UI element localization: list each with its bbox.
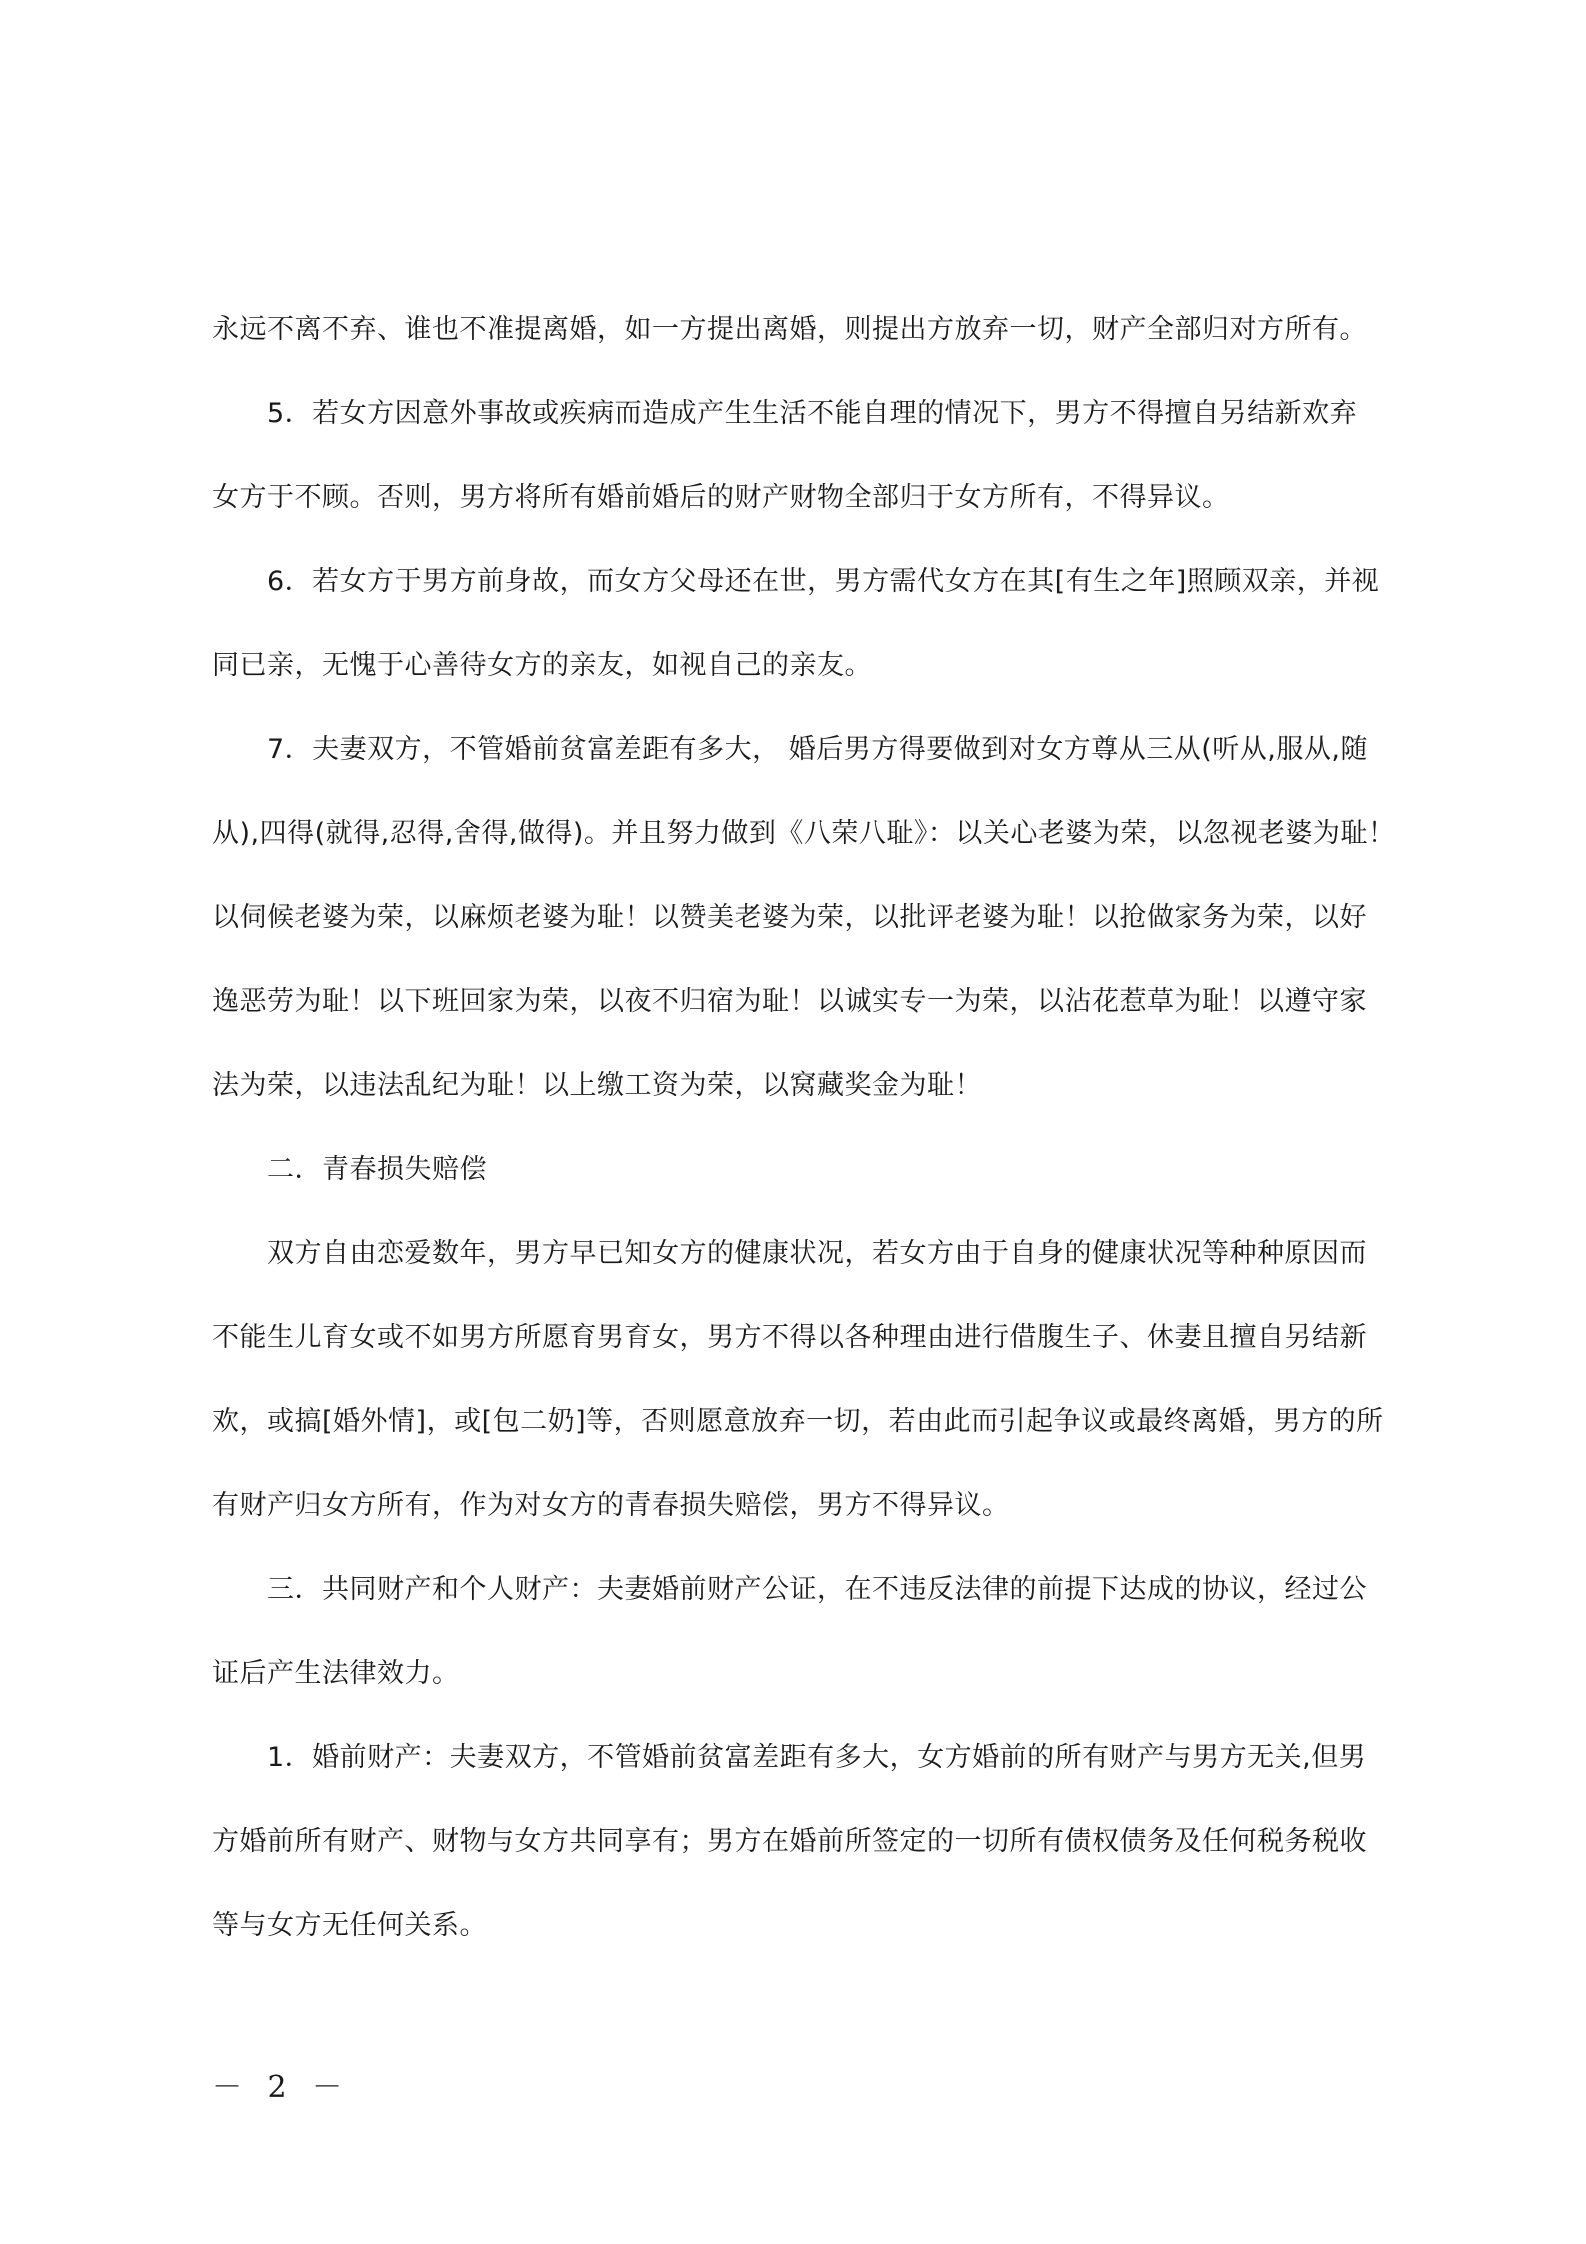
text-line: 欢，或搞[婚外情]，或[包二奶]等，否则愿意放弃一切，若由此而引起争议或最终离婚，男方的所 [212, 1406, 1384, 1437]
text-line: 以伺候老婆为荣，以麻烦老婆为耻！以赞美老婆为荣，以批评老婆为耻！以抢做家务为荣，以好 [212, 902, 1367, 933]
text-line: 女方于不顾。否则，男方将所有婚前婚后的财产财物全部归于女方所有，不得异议。 [212, 482, 1230, 513]
document-body [212, 288, 1396, 1968]
text-line: 同已亲，无愧于心善待女方的亲友，如视自己的亲友。 [212, 650, 872, 681]
text-line: 从),四得(就得,忍得,舍得,做得)。并且努力做到《八荣八耻》：以关心老婆为荣，以忽视老婆为耻！ [212, 818, 1396, 849]
text-line: 逸恶劳为耻！以下班回家为荣，以夜不归宿为耻！以诚实专一为荣，以沾花惹草为耻！以遵守家 [212, 986, 1367, 1017]
text-line: 6．若女方于男方前身故，而女方父母还在世，男方需代女方在其[有生之年]照顾双亲，并视 [267, 566, 1380, 597]
text-line: 方婚前所有财产、财物与女方共同享有；男方在婚前所签定的一切所有债权债务及任何税务税收 [212, 1826, 1367, 1857]
text-line: 双方自由恋爱数年，男方早已知女方的健康状况，若女方由于自身的健康状况等种种原因而 [267, 1238, 1367, 1269]
section-heading: 三．共同财产和个人财产：夫妻婚前财产公证，在不违反法律的前提下达成的协议，经过公 [267, 1574, 1367, 1605]
text-line: 5．若女方因意外事故或疾病而造成产生生活不能自理的情况下，男方不得擅自另结新欢弃 [267, 398, 1358, 429]
text-line: 法为荣，以违法乱纪为耻！以上缴工资为荣，以窝藏奖金为耻！ [212, 1070, 982, 1101]
text-line: 证后产生法律效力。 [212, 1658, 460, 1689]
text-line: 永远不离不弃、谁也不准提离婚，如一方提出离婚，则提出方放弃一切，财产全部归对方所有。 [212, 314, 1367, 345]
section-heading: 二．青春损失赔偿 [267, 1154, 487, 1185]
text-line: 有财产归女方所有，作为对女方的青春损失赔偿，男方不得异议。 [212, 1490, 1010, 1521]
text-line: 不能生儿育女或不如男方所愿育男育女，男方不得以各种理由进行借腹生子、休妻且擅自另结新 [212, 1322, 1367, 1353]
text-line: 1．婚前财产：夫妻双方，不管婚前贫富差距有多大，女方婚前的所有财产与男方无关,但男 [267, 1742, 1367, 1773]
page-number: － 2 － [212, 2070, 351, 2105]
text-line: 7．夫妻双方，不管婚前贫富差距有多大， 婚后男方得要做到对女方尊从三从(听从,服从,随 [267, 734, 1368, 765]
text-line: 等与女方无任何关系。 [212, 1910, 487, 1941]
